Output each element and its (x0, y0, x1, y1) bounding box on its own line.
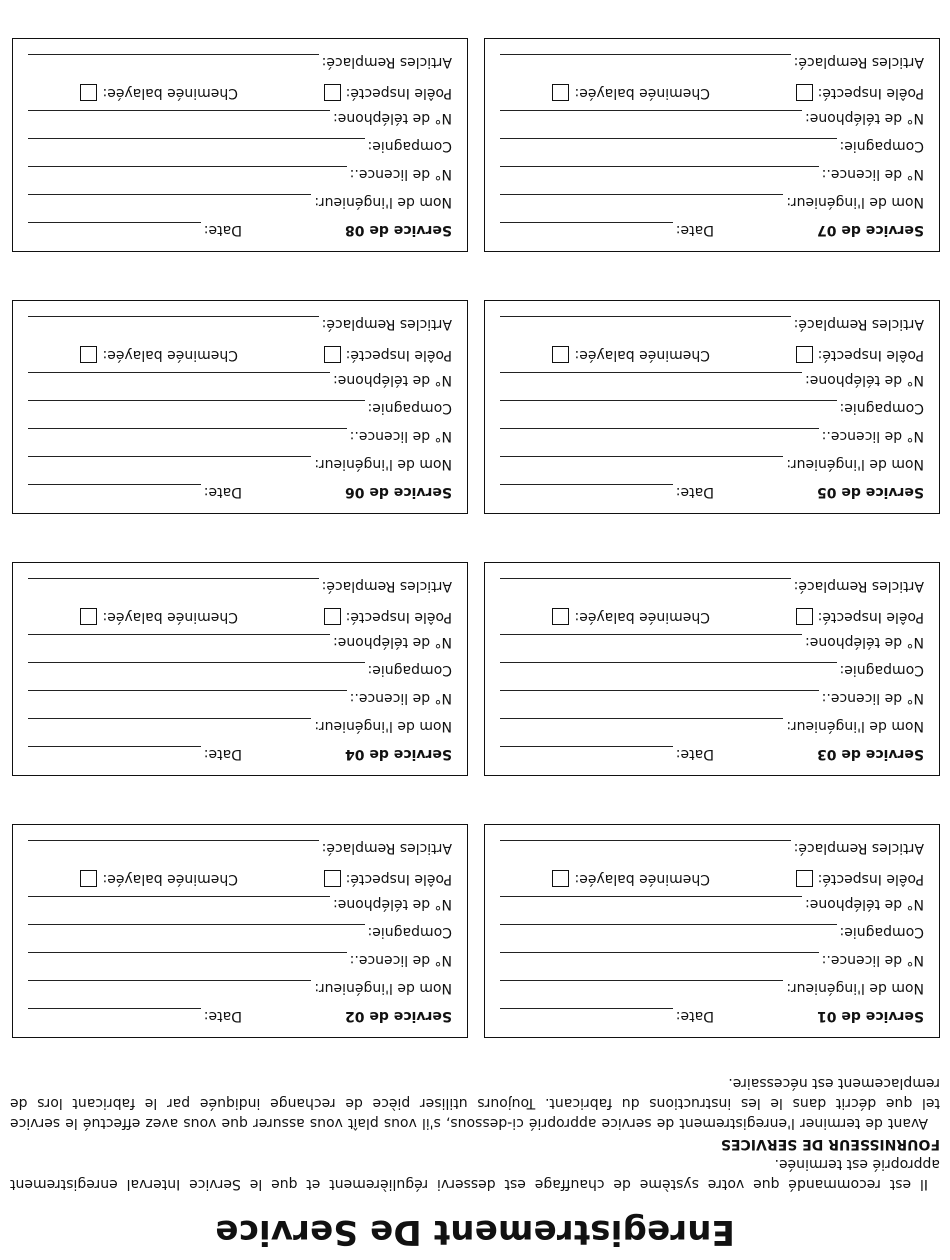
company-field[interactable] (28, 924, 365, 940)
chimney-label: Cheminée balayée: (574, 347, 710, 363)
chimney-checkbox[interactable] (80, 871, 97, 888)
company-field[interactable] (500, 138, 837, 154)
stove-label: Poêle Inspecté: (817, 85, 924, 101)
service-card (12, 824, 468, 1038)
date-label: Date: (675, 746, 714, 762)
chimney-label: Cheminée balayée: (102, 347, 238, 363)
stove-label: Poêle Inspecté: (345, 85, 452, 101)
phone-field[interactable] (500, 372, 802, 388)
phone-label: N° de téléphone: (804, 110, 924, 126)
company-row (28, 662, 452, 684)
service-title: Service de 02 (345, 1008, 452, 1024)
parts-field[interactable] (28, 316, 319, 332)
company-field[interactable] (500, 662, 837, 678)
stove-check-item (238, 609, 452, 626)
engineer-row (28, 456, 452, 478)
date-label: Date: (203, 1008, 242, 1024)
chimney-checkbox[interactable] (552, 85, 569, 102)
engineer-field[interactable] (500, 980, 783, 996)
engineer-row (28, 194, 452, 216)
company-field[interactable] (28, 662, 365, 678)
parts-label: Articles Remplacé: (321, 316, 452, 332)
stove-check-item (710, 871, 924, 888)
service-card (12, 562, 468, 776)
chimney-check-item (24, 85, 238, 102)
engineer-label: Nom de l'ingénieur: (314, 980, 452, 996)
date-label: Date: (675, 1008, 714, 1024)
company-label: Compagnie: (839, 138, 924, 154)
company-row (28, 924, 452, 946)
licence-label: N° de licence.: (821, 166, 924, 182)
parts-row (28, 840, 452, 862)
stove-checkbox[interactable] (324, 871, 341, 888)
engineer-row (28, 980, 452, 1002)
chimney-checkbox[interactable] (80, 85, 97, 102)
parts-row (28, 54, 452, 76)
licence-row (28, 166, 452, 188)
engineer-label: Nom de l'ingénieur: (786, 456, 924, 472)
phone-label: N° de téléphone: (332, 634, 452, 650)
chimney-label: Cheminée balayée: (574, 85, 710, 101)
stove-check-item (710, 609, 924, 626)
phone-field[interactable] (28, 372, 330, 388)
phone-field[interactable] (500, 110, 802, 126)
stove-checkbox[interactable] (324, 609, 341, 626)
phone-label: N° de téléphone: (804, 896, 924, 912)
engineer-row (500, 456, 924, 478)
service-header-row (28, 746, 452, 768)
company-label: Compagnie: (367, 662, 452, 678)
engineer-field[interactable] (28, 718, 311, 734)
service-header-row (500, 746, 924, 768)
engineer-field[interactable] (28, 980, 311, 996)
parts-label: Articles Remplacé: (321, 840, 452, 856)
licence-field[interactable] (28, 952, 347, 968)
stove-label: Poêle Inspecté: (817, 347, 924, 363)
date-field[interactable] (500, 222, 673, 238)
date-field[interactable] (500, 746, 673, 762)
company-row (500, 662, 924, 684)
stove-label: Poêle Inspecté: (345, 609, 452, 625)
date-label: Date: (675, 222, 714, 238)
engineer-row (500, 194, 924, 216)
date-field[interactable] (500, 484, 673, 500)
licence-row (500, 952, 924, 974)
checkbox-row (500, 344, 924, 366)
company-label: Compagnie: (839, 924, 924, 940)
parts-label: Articles Remplacé: (793, 316, 924, 332)
date-field[interactable] (500, 1008, 673, 1024)
engineer-row (500, 980, 924, 1002)
licence-field[interactable] (28, 166, 347, 182)
parts-row (500, 316, 924, 338)
licence-field[interactable] (500, 166, 819, 182)
phone-row (500, 896, 924, 918)
licence-row (500, 690, 924, 712)
licence-field[interactable] (500, 952, 819, 968)
phone-row (28, 634, 452, 656)
stove-label: Poêle Inspecté: (345, 871, 452, 887)
service-header-row (500, 222, 924, 244)
service-title: Service de 06 (345, 484, 452, 500)
service-title: Service de 03 (817, 746, 924, 762)
service-title: Service de 08 (345, 222, 452, 238)
company-field[interactable] (28, 400, 365, 416)
licence-row (28, 952, 452, 974)
chimney-label: Cheminée balayée: (574, 609, 710, 625)
company-label: Compagnie: (839, 400, 924, 416)
company-row (500, 138, 924, 160)
engineer-row (28, 718, 452, 740)
chimney-check-item (496, 347, 710, 364)
parts-field[interactable] (500, 54, 791, 70)
service-card (484, 824, 940, 1038)
date-label: Date: (203, 746, 242, 762)
date-field[interactable] (28, 1008, 201, 1024)
licence-field[interactable] (500, 428, 819, 444)
chimney-check-item (496, 609, 710, 626)
date-label: Date: (675, 484, 714, 500)
date-field[interactable] (28, 746, 201, 762)
chimney-checkbox[interactable] (552, 609, 569, 626)
engineer-label: Nom de l'ingénieur: (314, 194, 452, 210)
service-card (12, 300, 468, 514)
parts-label: Articles Remplacé: (793, 578, 924, 594)
service-title: Service de 04 (345, 746, 452, 762)
service-header-row (28, 1008, 452, 1030)
chimney-label: Cheminée balayée: (102, 85, 238, 101)
chimney-label: Cheminée balayée: (102, 609, 238, 625)
parts-field[interactable] (28, 54, 319, 70)
stove-label: Poêle Inspecté: (817, 609, 924, 625)
phone-row (500, 372, 924, 394)
licence-label: N° de licence.: (821, 428, 924, 444)
service-header-row (28, 484, 452, 506)
checkbox-row (28, 606, 452, 628)
stove-checkbox[interactable] (796, 871, 813, 888)
checkbox-row (500, 868, 924, 890)
checkbox-row (28, 82, 452, 104)
licence-row (28, 428, 452, 450)
parts-row (500, 840, 924, 862)
intro-paragraph: Il est recommandé que votre système de chauffage est desservi régulièrement et que le Service Interval enregistrement approprié est terminée. (10, 1156, 940, 1192)
phone-field[interactable] (28, 634, 330, 650)
parts-row (28, 316, 452, 338)
stove-checkbox[interactable] (324, 85, 341, 102)
engineer-field[interactable] (500, 194, 783, 210)
stove-label: Poêle Inspecté: (817, 871, 924, 887)
service-title: Service de 07 (817, 222, 924, 238)
engineer-field[interactable] (500, 456, 783, 472)
company-label: Compagnie: (367, 924, 452, 940)
service-header-row (28, 222, 452, 244)
licence-row (28, 690, 452, 712)
service-header-row (500, 1008, 924, 1030)
stove-checkbox[interactable] (796, 347, 813, 364)
licence-label: N° de licence.: (349, 690, 452, 706)
parts-field[interactable] (28, 578, 319, 594)
parts-row (500, 578, 924, 600)
date-label: Date: (203, 484, 242, 500)
engineer-label: Nom de l'ingénieur: (786, 980, 924, 996)
phone-field[interactable] (500, 634, 802, 650)
parts-field[interactable] (28, 840, 319, 856)
stove-check-item (710, 347, 924, 364)
phone-field[interactable] (500, 896, 802, 912)
licence-row (500, 428, 924, 450)
chimney-check-item (496, 871, 710, 888)
company-field[interactable] (500, 400, 837, 416)
licence-field[interactable] (28, 690, 347, 706)
phone-row (28, 110, 452, 132)
company-field[interactable] (500, 924, 837, 940)
engineer-field[interactable] (28, 194, 311, 210)
stove-label: Poêle Inspecté: (345, 347, 452, 363)
date-field[interactable] (28, 222, 201, 238)
engineer-label: Nom de l'ingénieur: (786, 194, 924, 210)
chimney-label: Cheminée balayée: (574, 871, 710, 887)
checkbox-row (28, 344, 452, 366)
phone-label: N° de téléphone: (804, 372, 924, 388)
engineer-row (500, 718, 924, 740)
licence-label: N° de licence.: (821, 952, 924, 968)
company-label: Compagnie: (839, 662, 924, 678)
phone-row (28, 372, 452, 394)
service-card (484, 300, 940, 514)
stove-checkbox[interactable] (324, 347, 341, 364)
licence-field[interactable] (28, 428, 347, 444)
parts-label: Articles Remplacé: (793, 54, 924, 70)
provider-heading: FOURNISSEUR DE SERVICES (720, 1136, 940, 1152)
engineer-field[interactable] (500, 718, 783, 734)
stove-checkbox[interactable] (796, 85, 813, 102)
parts-label: Articles Remplacé: (321, 54, 452, 70)
company-field[interactable] (28, 138, 365, 154)
engineer-label: Nom de l'ingénieur: (314, 456, 452, 472)
engineer-field[interactable] (28, 456, 311, 472)
stove-check-item (238, 347, 452, 364)
parts-row (500, 54, 924, 76)
parts-label: Articles Remplacé: (321, 578, 452, 594)
phone-label: N° de téléphone: (332, 896, 452, 912)
company-label: Compagnie: (367, 400, 452, 416)
chimney-check-item (496, 85, 710, 102)
chimney-check-item (24, 347, 238, 364)
company-row (28, 400, 452, 422)
licence-label: N° de licence.: (349, 166, 452, 182)
service-card (12, 38, 468, 252)
stove-check-item (238, 871, 452, 888)
checkbox-row (500, 82, 924, 104)
phone-row (500, 110, 924, 132)
page-title: Enregistrement De Service (215, 1212, 735, 1252)
parts-field[interactable] (500, 578, 791, 594)
licence-row (500, 166, 924, 188)
chimney-checkbox[interactable] (552, 871, 569, 888)
engineer-label: Nom de l'ingénieur: (314, 718, 452, 734)
checkbox-row (28, 868, 452, 890)
parts-label: Articles Remplacé: (793, 840, 924, 856)
phone-field[interactable] (28, 896, 330, 912)
chimney-checkbox[interactable] (552, 347, 569, 364)
phone-label: N° de téléphone: (332, 110, 452, 126)
date-label: Date: (203, 222, 242, 238)
phone-label: N° de téléphone: (332, 372, 452, 388)
stove-check-item (238, 85, 452, 102)
licence-label: N° de licence.: (349, 428, 452, 444)
chimney-checkbox[interactable] (80, 609, 97, 626)
phone-row (500, 634, 924, 656)
company-row (28, 138, 452, 160)
licence-label: N° de licence.: (821, 690, 924, 706)
chimney-check-item (24, 609, 238, 626)
service-card (484, 38, 940, 252)
phone-label: N° de téléphone: (804, 634, 924, 650)
chimney-label: Cheminée balayée: (102, 871, 238, 887)
chimney-checkbox[interactable] (80, 347, 97, 364)
provider-paragraph: Avant de terminer l'enregistrement de service approprié ci-dessous, s'il vous plaît vous assurer que vous avez effectué le service tel que décrit dans le les instructions du fabricant. Toujours utiliser pièce de rechange indiquée par le fabricant lors de remplacement est nécessaire. (10, 1075, 940, 1131)
licence-label: N° de licence.: (349, 952, 452, 968)
company-row (500, 924, 924, 946)
chimney-check-item (24, 871, 238, 888)
service-title: Service de 01 (817, 1008, 924, 1024)
phone-field[interactable] (28, 110, 330, 126)
engineer-label: Nom de l'ingénieur: (786, 718, 924, 734)
licence-field[interactable] (500, 690, 819, 706)
service-header-row (500, 484, 924, 506)
company-label: Compagnie: (367, 138, 452, 154)
parts-row (28, 578, 452, 600)
date-field[interactable] (28, 484, 201, 500)
parts-field[interactable] (500, 316, 791, 332)
company-row (500, 400, 924, 422)
parts-field[interactable] (500, 840, 791, 856)
stove-check-item (710, 85, 924, 102)
stove-checkbox[interactable] (796, 609, 813, 626)
checkbox-row (500, 606, 924, 628)
service-title: Service de 05 (817, 484, 924, 500)
service-card (484, 562, 940, 776)
phone-row (28, 896, 452, 918)
